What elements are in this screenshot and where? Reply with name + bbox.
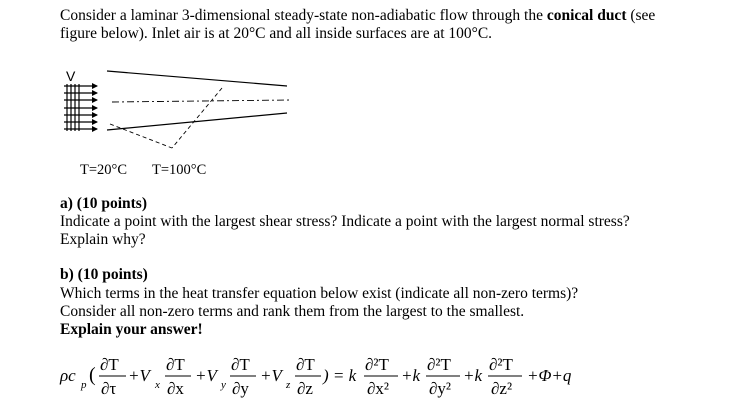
eq-dT-dy-num: ∂T [231,355,250,374]
eq-plus-k-1: +k [401,366,421,385]
eq-dT-dz-num: ∂T [296,355,315,374]
inlet-temperature-label: T=20°C [80,162,128,178]
eq-sub-x: x [155,379,160,391]
eq-plus-k-2: +k [463,366,483,385]
eq-plus-vx: +V [128,366,150,385]
eq-dT-dx-den: ∂x [167,379,184,398]
eq-d2T-dx2-den: ∂x² [367,379,389,398]
eq-dT-dx-num: ∂T [166,355,185,374]
eq-phi-plus-q: +Φ+q [527,366,572,385]
part-a-line-2: Explain why? [60,231,146,248]
eq-d2T-dy2-den: ∂y² [429,379,451,398]
eq-sub-y: y [221,379,226,391]
eq-dT-dy-den: ∂y [232,379,249,398]
velocity-label: V [66,68,76,84]
eq-dT-dz-den: ∂z [297,379,313,398]
eq-dT-dtau-num: ∂T [100,355,119,374]
intro-line-1-post: (see [626,7,656,24]
eq-close-paren-equals-k: ) = k [323,366,357,385]
intro-line-2: figure below). Inlet air is at 20°C and all inside surfaces are at 100°C. [60,25,493,42]
eq-d2T-dz2-num: ∂²T [489,355,513,374]
conical-duct-emphasis: conical duct [546,7,627,24]
eq-d2T-dy2-num: ∂²T [427,355,451,374]
part-a-heading: a) (10 points) [60,195,147,212]
part-b-line-3: Explain your answer! [60,321,203,338]
eq-plus-vz: +V [260,366,282,385]
eq-d2T-dx2-num: ∂²T [365,355,389,374]
eq-plus-vy: +V [195,366,217,385]
part-a-line-1: Indicate a point with the largest shear stress? Indicate a point with the largest normal stress? [60,213,630,230]
part-b-heading: b) (10 points) [60,266,148,283]
eq-rho-cp: ρc [60,366,76,385]
eq-dT-dtau-den: ∂τ [101,379,117,398]
wall-temperature-label: T=100°C [152,162,207,178]
eq-sub-z: z [286,379,291,391]
part-b-line-2: Consider all non-zero terms and rank them from the largest to the smallest. [60,303,525,320]
eq-sub-p: p [81,379,87,391]
part-b-line-1: Which terms in the heat transfer equation below exist (indicate all non-zero terms)? [60,285,579,302]
eq-open-paren: ( [89,364,96,386]
intro-line-1-pre: Consider a laminar 3-dimensional steady-state non-adiabatic flow through the [60,7,547,24]
eq-d2T-dz2-den: ∂z² [491,379,513,398]
